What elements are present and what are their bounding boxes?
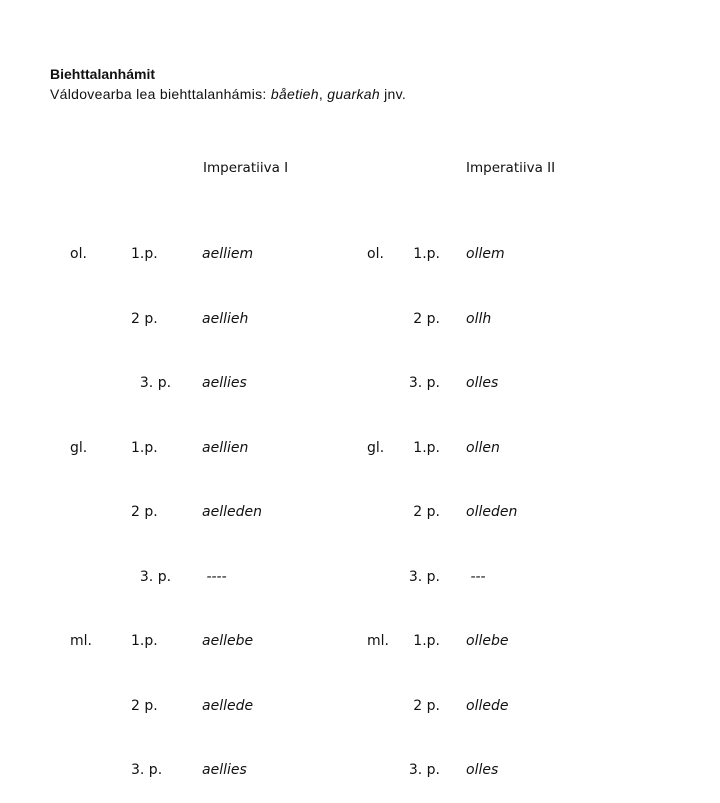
verb-form: aellies [202, 762, 247, 778]
person-label: 2 p. [131, 504, 158, 520]
imperative-1-person-column [131, 201, 171, 803]
number-label [367, 373, 389, 395]
person-label: 3. p. [408, 568, 440, 585]
number-label [70, 309, 92, 331]
number-label: ml. [70, 633, 92, 649]
heading-block [50, 64, 406, 104]
person-label: 1.p. [413, 439, 440, 456]
verb-form: ollh [466, 310, 492, 327]
number-label: ol. [367, 246, 384, 262]
imperative-2-header: Imperatiiva II [466, 160, 556, 176]
subtitle-suffix: jnv. [379, 86, 407, 102]
verb-form: ollem [466, 246, 505, 262]
number-label [367, 309, 389, 331]
person-label: 1.p. [131, 439, 158, 456]
number-label [367, 567, 389, 589]
number-label [70, 567, 92, 589]
verb-form: ---- [202, 568, 227, 585]
imperative-1-form-column [202, 201, 262, 803]
verb-form: aellies [202, 375, 247, 391]
number-label [70, 760, 92, 782]
imperative-2-form-column [466, 201, 517, 803]
number-label [367, 696, 389, 718]
verb-form: olles [466, 762, 499, 778]
person-label: 3. p. [131, 375, 172, 391]
verb-form: --- [466, 568, 486, 585]
imperative-1-header: Imperatiiva I [203, 160, 289, 176]
number-label [367, 760, 389, 782]
number-label [70, 696, 92, 718]
number-label [70, 502, 92, 524]
subtitle [50, 84, 406, 104]
example-word-2: guarkah [327, 86, 380, 102]
subtitle-separator: , [318, 86, 328, 102]
person-label: 3. p. [408, 375, 440, 391]
person-label: 2 p. [131, 310, 158, 327]
person-label: 2 p. [131, 697, 158, 714]
verb-form: ollede [466, 697, 509, 714]
number-label: gl. [70, 439, 88, 456]
verb-form: olles [466, 375, 499, 391]
number-label [367, 502, 389, 524]
verb-form: aellieh [202, 310, 249, 327]
imperative-1-number-column [70, 201, 92, 803]
number-label: ol. [70, 246, 87, 262]
verb-form: olleden [466, 504, 518, 520]
person-label: 1.p. [131, 246, 158, 262]
subtitle-prefix: Váldovearba lea biehttalanhámis: [50, 86, 271, 102]
person-label: 1.p. [413, 246, 440, 262]
verb-form: ollebe [466, 633, 509, 649]
verb-form: aellebe [202, 633, 254, 649]
verb-form: aelliem [202, 246, 254, 262]
person-label: 2 p. [413, 697, 440, 714]
verb-form: aellede [202, 697, 254, 714]
person-label: 3. p. [131, 762, 163, 778]
verb-form: ollen [466, 439, 500, 456]
verb-form: aellien [202, 439, 249, 456]
number-label: ml. [367, 633, 389, 649]
person-label: 1.p. [413, 633, 440, 649]
person-label: 3. p. [131, 568, 172, 585]
verb-form: aelleden [202, 504, 262, 520]
person-label: 2 p. [413, 310, 440, 327]
page-title: Biehttalanhámit [50, 66, 156, 82]
number-label [70, 373, 92, 395]
person-label: 2 p. [413, 504, 440, 520]
person-label: 1.p. [131, 633, 158, 649]
number-label: gl. [367, 439, 385, 456]
person-label: 3. p. [408, 762, 440, 778]
imperative-2-number-column [367, 201, 389, 803]
example-word-1: båetieh [270, 86, 319, 102]
imperative-2-person-column [396, 201, 440, 803]
